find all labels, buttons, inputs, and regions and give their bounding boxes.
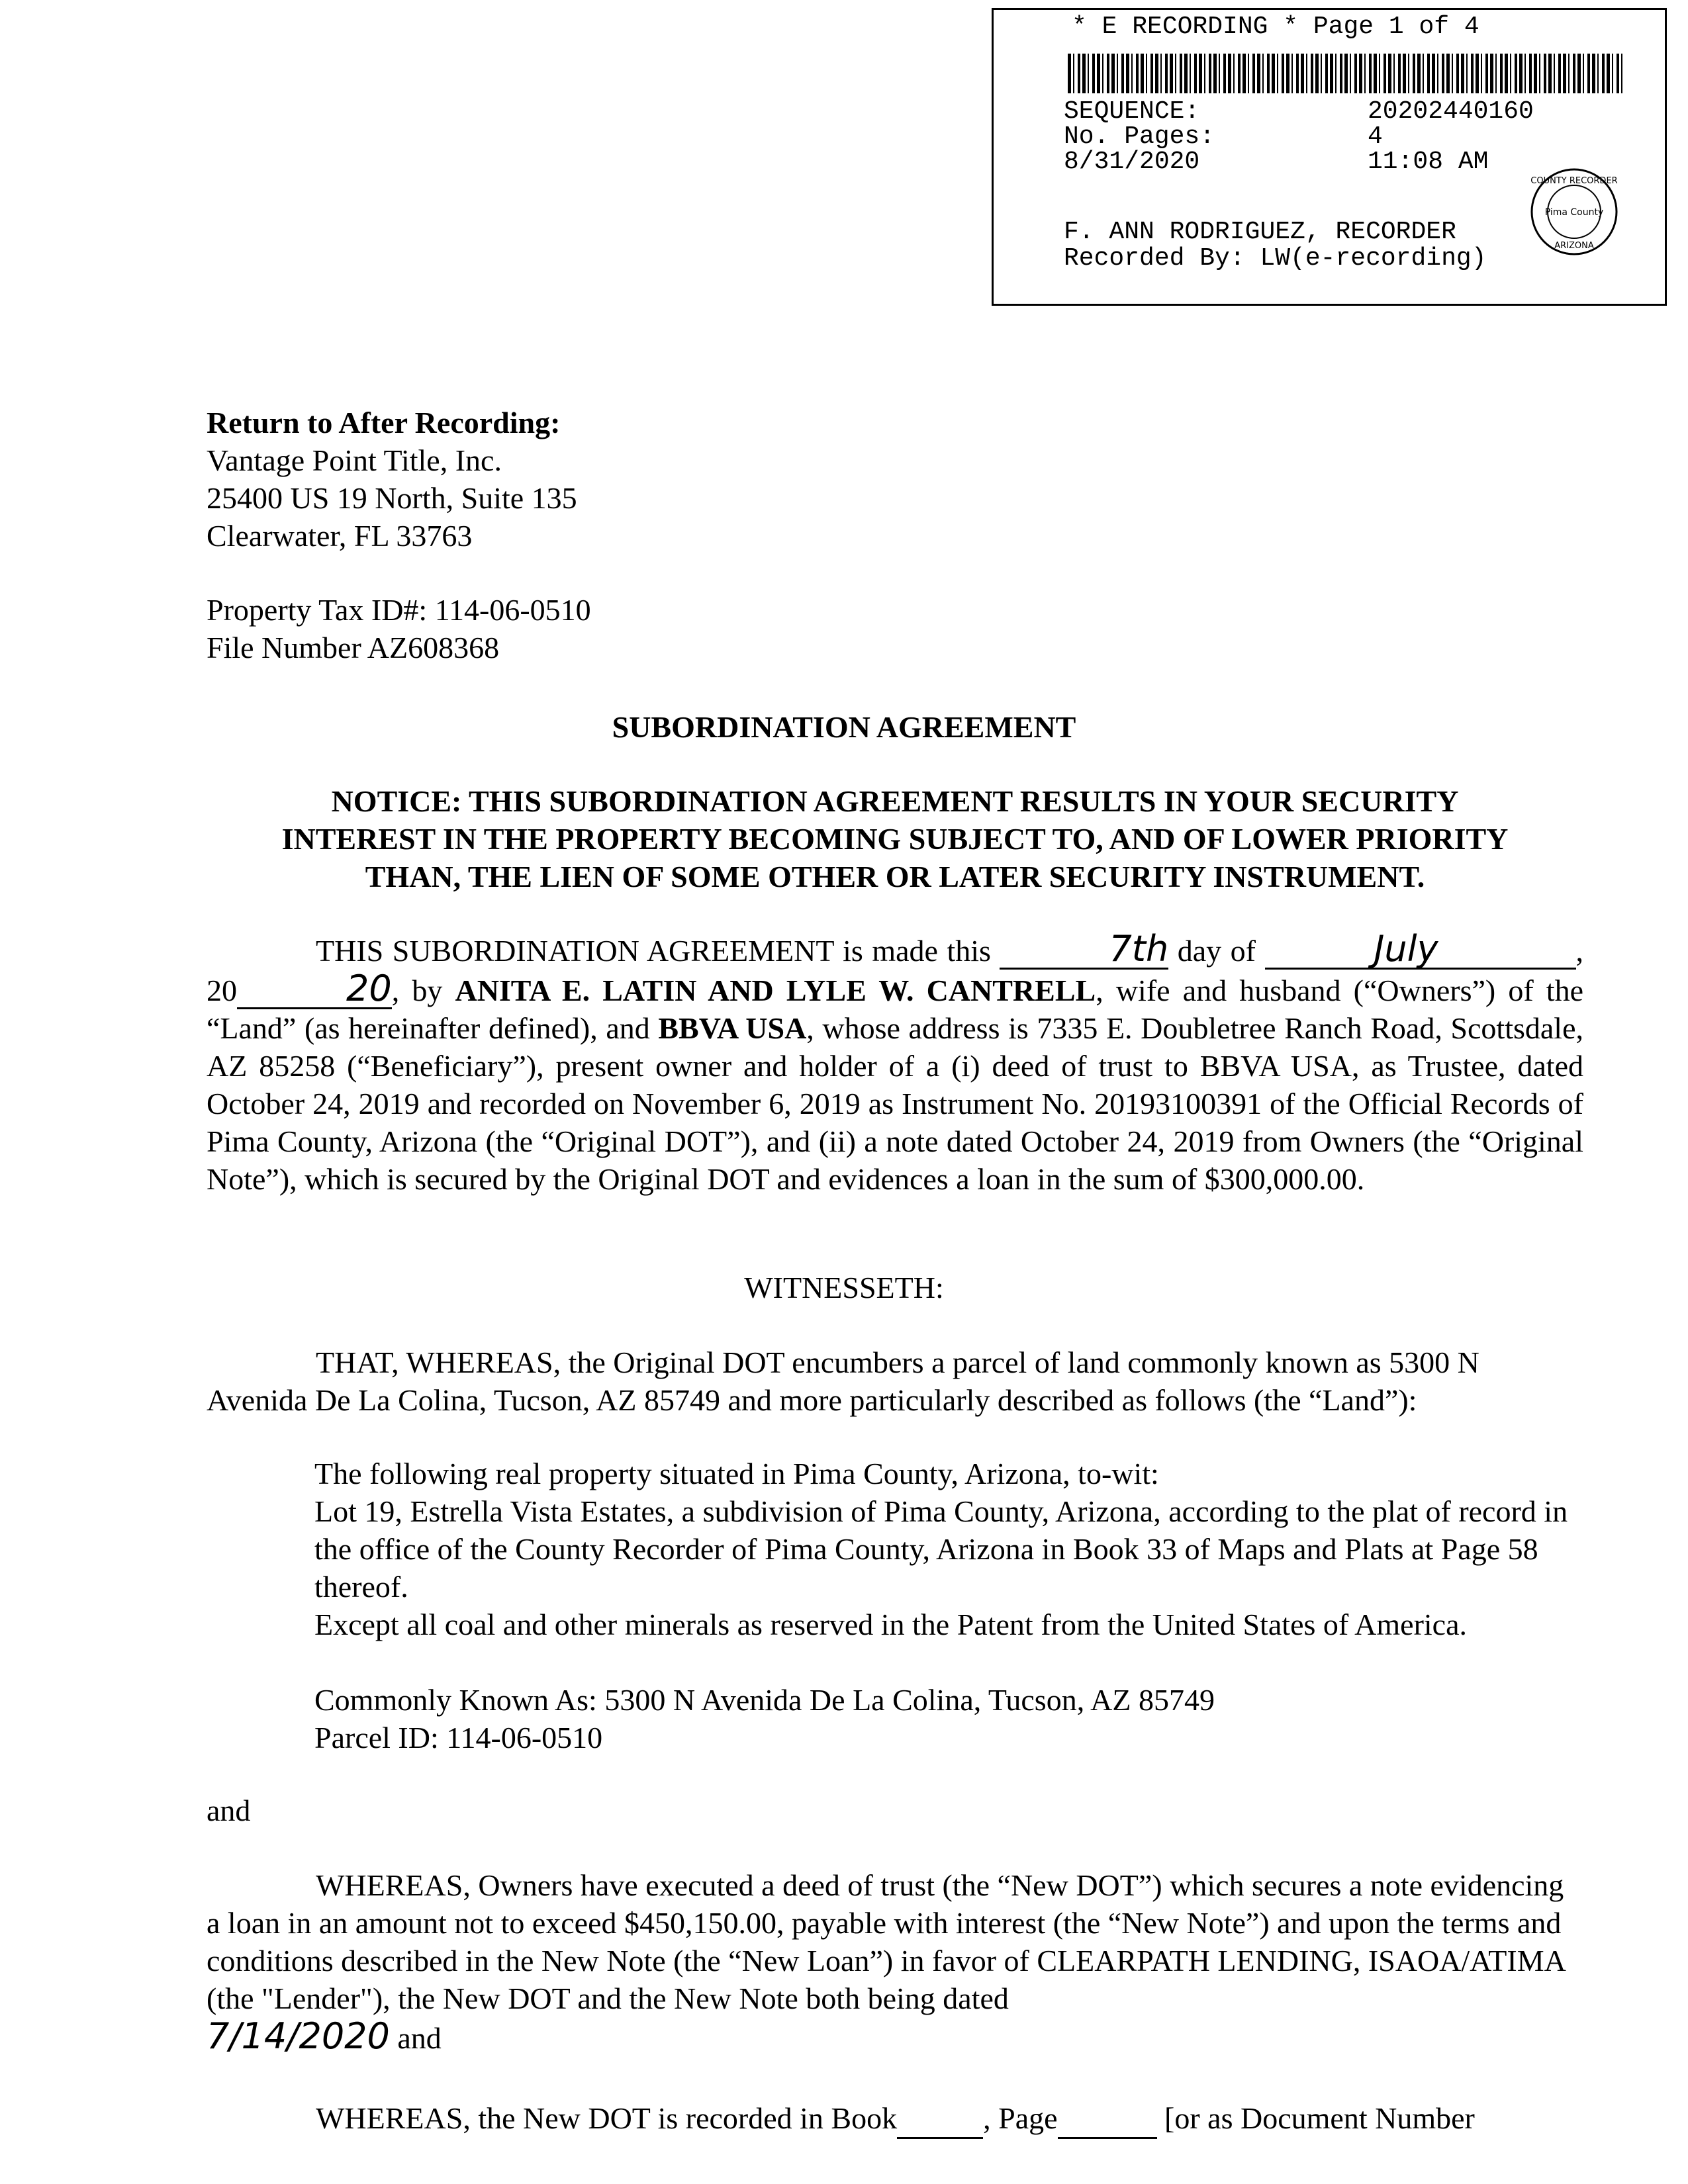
seal-text-top: COUNTY RECORDER (1530, 176, 1618, 186)
return-to-heading: Return to After Recording: (207, 406, 561, 439)
stamp-recorder: F. ANN RODRIGUEZ, RECORDER (1064, 218, 1456, 246)
whereas2-tail: and (389, 2021, 442, 2055)
dated-handwritten: 7/14/2020 (207, 2015, 390, 2057)
beneficiary-name: BBVA USA (658, 1011, 807, 1045)
whereas3-text-a: WHEREAS, the New DOT is recorded in Book (316, 2101, 898, 2135)
notice-line3: THAN, THE LIEN OF SOME OTHER OR LATER SECURITY INSTRUMENT. (365, 860, 1425, 893)
legal-line1: The following real property situated in Pima County, Arizona, to-wit: (314, 1457, 1159, 1490)
whereas-paragraph-1: THAT, WHEREAS, the Original DOT encumbers a parcel of land commonly known as 5300 N Avenida De La Colina, Tucson, AZ 85749 and more particularly described as follows (the “Land”): (207, 1345, 1479, 1417)
legal-description (314, 1455, 1585, 1756)
legal-line2: Lot 19, Estrella Vista Estates, a subdivision of Pima County, Arizona, according to the plat of record in the office of the County Recorder of Pima County, Arizona in Book 33 of Maps and Plats at Page 58 thereof. (314, 1494, 1568, 1604)
seal-text-mid: Pima County (1544, 207, 1604, 218)
intro-text-f: , whose address is 7335 E. Doubletree Ranch Road, Scottsdale, AZ 85258 (“Beneficiary”), present owner and holder of a (i) deed of trust to BBVA USA, as Trustee, dated October 24, 2019 and recorded on November 6, 2019 as Instrument No. 20193100391 of the Official Records of Pima County, Arizona (the “Original DOT”), and (ii) a note dated October 24, 2019 from Owners (the “Original Note”), which is secured by the Original DOT and evidences a loan in the sum of $300,000.00. (207, 1011, 1583, 1196)
stamp-pages-label: No. Pages: (1064, 122, 1215, 151)
return-to-line3: Clearwater, FL 33763 (207, 519, 473, 553)
month-handwritten: July (1265, 930, 1576, 970)
stamp-time: 11:08 AM (1368, 148, 1489, 176)
stamp-pages-value: 4 (1368, 122, 1383, 151)
return-to-block (207, 404, 577, 555)
id-block (207, 591, 591, 666)
page-blank (1058, 2099, 1157, 2139)
return-to-line2: 25400 US 19 North, Suite 135 (207, 481, 577, 515)
notice-line2: INTEREST IN THE PROPERTY BECOMING SUBJECT TO, AND OF LOWER PRIORITY (281, 822, 1509, 856)
whereas-paragraph-3 (207, 2099, 1583, 2139)
seal-text-bottom: ARIZONA (1554, 241, 1594, 251)
intro-text-c: , (1575, 934, 1583, 968)
stamp-recorded-by: Recorded By: LW(e-recording) (1064, 244, 1487, 273)
commonly-known-as: Commonly Known As: 5300 N Avenida De La Colina, Tucson, AZ 85749 (314, 1683, 1215, 1717)
document-title: SUBORDINATION AGREEMENT (612, 710, 1076, 744)
legal-line3: Except all coal and other minerals as reserved in the Patent from the United States of America. (314, 1608, 1468, 1641)
intro-text-e: , wife and husband (“Owners”) of the “Land” (as hereinafter defined), and (207, 974, 1583, 1045)
barcode (1068, 54, 1622, 93)
year-handwritten: 20 (237, 970, 392, 1009)
return-to-line1: Vantage Point Title, Inc. (207, 443, 502, 477)
whereas3-text-b: , Page (983, 2101, 1058, 2135)
and-word: and (207, 1794, 251, 1827)
whereas-paragraph-2 (207, 1866, 1583, 2057)
stamp-sequence-label: SEQUENCE: (1064, 97, 1200, 126)
year-prefix: 20 (207, 974, 237, 1007)
stamp-sequence-value: 20202440160 (1368, 97, 1534, 126)
owners-name: ANITA E. LATIN AND LYLE W. CANTRELL (455, 974, 1096, 1007)
day-handwritten: 7th (1000, 930, 1168, 970)
parcel-id: Parcel ID: 114-06-0510 (314, 1721, 603, 1754)
intro-text-d: , by (391, 974, 455, 1007)
county-seal-icon (1528, 166, 1620, 257)
file-number: File Number AZ608368 (207, 631, 500, 664)
tax-id: Property Tax ID#: 114-06-0510 (207, 593, 591, 627)
stamp-date: 8/31/2020 (1064, 148, 1200, 176)
notice-line1: NOTICE: THIS SUBORDINATION AGREEMENT RESULTS IN YOUR SECURITY (331, 784, 1459, 818)
notice-block (207, 782, 1583, 895)
intro-text-b: day of (1168, 934, 1265, 968)
witnesseth-heading: WITNESSETH: (744, 1271, 944, 1304)
whereas3-text-c: [or as Document Number (1156, 2101, 1475, 2135)
book-blank (897, 2099, 983, 2139)
stamp-title: * E RECORDING * Page 1 of 4 (1072, 13, 1479, 41)
whereas2-text: WHEREAS, Owners have executed a deed of trust (the “New DOT”) which secures a note evidencing a loan in an amount not to exceed $450,150.00, payable with interest (the “New Note”) and upon the terms and conditions described in the New Note (the “New Loan”) in favor of CLEARPATH LENDING, ISAOA/ATIMA (the "Lender"), the New DOT and the New Note both being dated (207, 1868, 1565, 2015)
recording-stamp (992, 8, 1667, 306)
intro-paragraph (207, 930, 1583, 1198)
intro-text-a: THIS SUBORDINATION AGREEMENT is made this (316, 934, 1000, 968)
